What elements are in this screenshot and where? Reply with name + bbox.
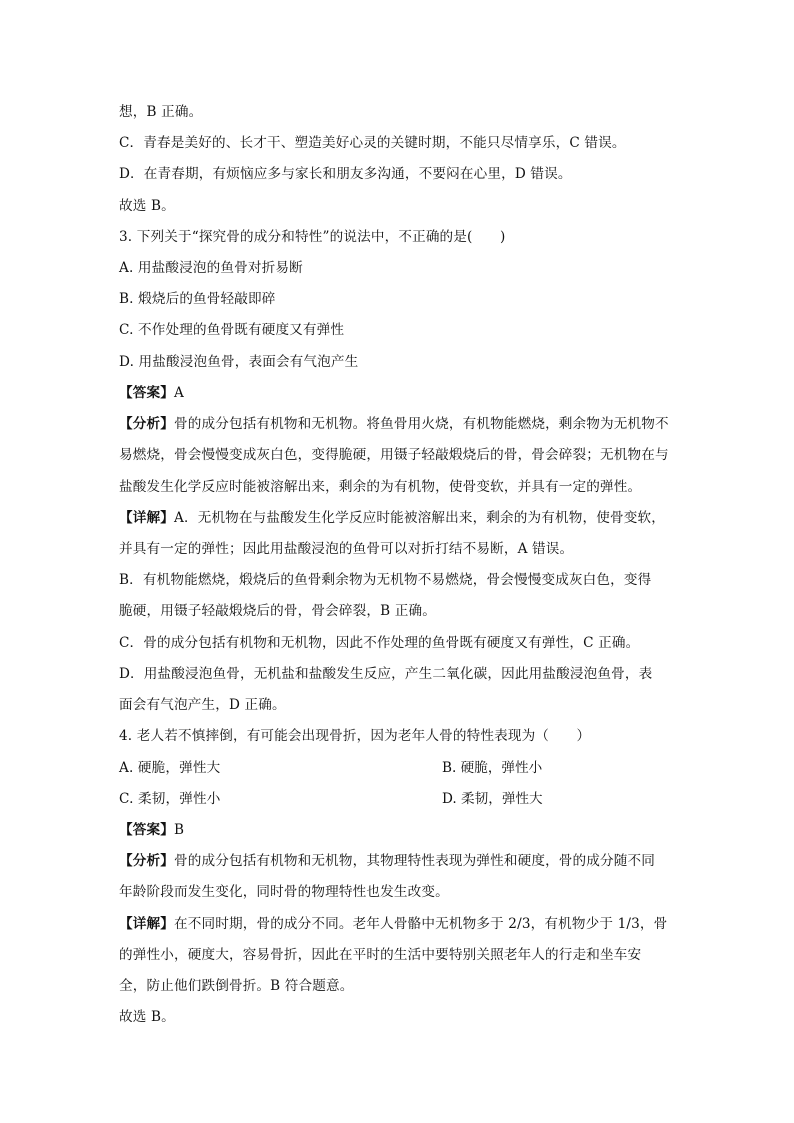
text-line: 并具有一定的弹性；因此用盐酸浸泡的鱼骨可以对折打结不易断，A 错误。 xyxy=(119,541,574,557)
text-line: D．用盐酸浸泡鱼骨，无机盐和盐酸发生反应，产生二氧化碳，因此用盐酸浸泡鱼骨，表 xyxy=(119,666,653,682)
question-3-option-b: B. 煅烧后的鱼骨轻敲即碎 xyxy=(119,291,276,307)
question-3-stem: 3. 下列关于“探究骨的成分和特性”的说法中，不正确的是( ) xyxy=(119,229,506,245)
answer-line xyxy=(119,384,184,402)
question-4-option-b: B. 硬脆，弹性小 xyxy=(442,760,543,776)
text-line: 想，B 正确。 xyxy=(119,104,203,120)
analysis-line xyxy=(119,852,655,870)
detail-line xyxy=(119,915,667,933)
question-4-option-d: D. 柔韧，弹性大 xyxy=(442,791,543,807)
text-line: 盐酸发生化学反应时能被溶解出来，剩余的为有机物，使骨变软，并具有一定的弹性。 xyxy=(119,479,642,495)
analysis-text: 骨的成分包括有机物和无机物。将鱼骨用火烧，有机物能燃烧，剩余物为无机物不 xyxy=(173,416,669,432)
text-line: D．在青春期，有烦恼应多与家长和朋友多沟通，不要闷在心里，D 错误。 xyxy=(119,166,572,182)
answer-value: B xyxy=(173,822,185,838)
answer-tag: 【答案】 xyxy=(119,385,174,401)
answer-line xyxy=(119,821,184,839)
analysis-tag: 【分析】 xyxy=(119,853,174,869)
analysis-text: 骨的成分包括有机物和无机物，其物理特性表现为弹性和硬度，骨的成分随不同 xyxy=(173,853,656,869)
answer-tag: 【答案】 xyxy=(119,822,174,838)
analysis-line xyxy=(119,415,669,433)
text-line: 故选 B。 xyxy=(119,198,175,214)
question-3-option-c: C. 不作处理的鱼骨既有硬度又有弹性 xyxy=(119,322,345,338)
question-4-option-c: C. 柔韧，弹性小 xyxy=(119,791,221,807)
question-4-stem: 4. 老人若不慎摔倒，有可能会出现骨折，因为老年人骨的特性表现为（ ） xyxy=(119,728,591,744)
text-line: 全，防止他们跌倒骨折。B 符合题意。 xyxy=(119,978,354,994)
text-line: 易燃烧，骨会慢慢变成灰白色，变得脆硬，用镊子轻敲煅烧后的骨，骨会碎裂；无机物在与 xyxy=(119,447,669,463)
detail-text: 在不同时期，骨的成分不同。老年人骨骼中无机物多于 2/3，有机物少于 1/3，骨 xyxy=(173,916,668,932)
text-line: 面会有气泡产生，D 正确。 xyxy=(119,697,286,713)
question-4-option-a: A. 硬脆，弹性大 xyxy=(119,760,221,776)
detail-line xyxy=(119,509,665,527)
text-line: B．有机物能燃烧，煅烧后的鱼骨剩余物为无机物不易燃烧，骨会慢慢变成灰白色，变得 xyxy=(119,572,652,588)
text-line: 故选 B。 xyxy=(119,1009,175,1025)
text-line: 的弹性小，硬度大，容易骨折，因此在平时的生活中要特别关照老年人的行走和坐车安 xyxy=(119,947,642,963)
text-line: C．骨的成分包括有机物和无机物，因此不作处理的鱼骨既有硬度又有弹性，C 正确。 xyxy=(119,635,640,651)
answer-value: A xyxy=(173,385,184,401)
text-line: 脆硬，用镊子轻敲煅烧后的骨，骨会碎裂，B 正确。 xyxy=(119,603,436,619)
detail-tag: 【详解】 xyxy=(119,510,174,526)
detail-tag: 【详解】 xyxy=(119,916,174,932)
question-3-option-a: A. 用盐酸浸泡的鱼骨对折易断 xyxy=(119,260,303,276)
text-line: 年龄阶段而发生变化，同时骨的物理特性也发生改变。 xyxy=(119,884,449,900)
text-line: C．青春是美好的、长才干、塑造美好心灵的关键时期，不能只尽情享乐，C 错误。 xyxy=(119,135,626,151)
question-3-option-d: D. 用盐酸浸泡鱼骨，表面会有气泡产生 xyxy=(119,354,359,370)
analysis-tag: 【分析】 xyxy=(119,416,174,432)
detail-text: A．无机物在与盐酸发生化学反应时能被溶解出来，剩余的为有机物，使骨变软， xyxy=(173,510,665,526)
